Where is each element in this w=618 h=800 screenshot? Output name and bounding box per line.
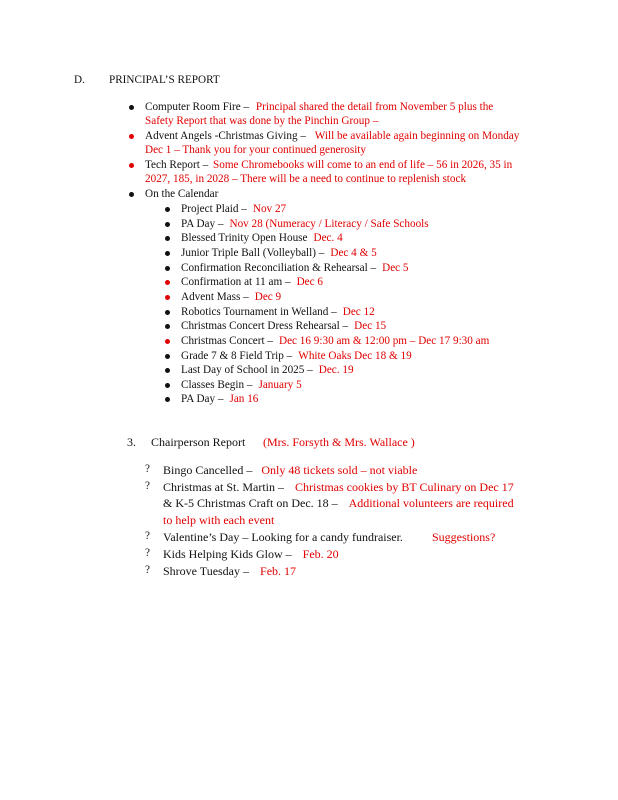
- calendar-item: [181, 246, 377, 260]
- item-value: Suggestions?: [431, 530, 496, 544]
- calendar-item: [181, 275, 323, 289]
- item-value: Only 48 tickets sold – not viable: [261, 463, 418, 477]
- calendar-item-label: Blessed Trinity Open House: [181, 232, 308, 245]
- calendar-item-label: PA Day –: [181, 393, 224, 406]
- bullet-icon: [165, 280, 170, 285]
- calendar-item-date: Dec 12: [342, 305, 375, 318]
- bullet-icon: [129, 163, 134, 168]
- calendar-item-date: Dec 6: [296, 276, 323, 289]
- item-label: Bingo Cancelled –: [163, 463, 253, 477]
- bullet-icon: [165, 354, 170, 359]
- calendar-item-label: Classes Begin –: [181, 378, 253, 391]
- bullet-icon: [165, 236, 170, 241]
- calendar-item-label: Junior Triple Ball (Volleyball) –: [181, 246, 325, 259]
- item-value: Feb. 17: [260, 564, 297, 578]
- calendar-item-label: Last Day of School in 2025 –: [181, 364, 313, 377]
- calendar-item: [181, 231, 343, 245]
- chair-item: [163, 547, 339, 561]
- calendar-item: [181, 202, 286, 216]
- item-label: Christmas at St. Martin –: [163, 480, 284, 494]
- bullet-icon: [165, 251, 170, 256]
- calendar-item-label: Project Plaid –: [181, 203, 247, 215]
- question-icon: ?: [145, 530, 150, 542]
- bullet-icon: [165, 295, 170, 300]
- bullet-icon: [165, 222, 170, 227]
- calendar-item-date: January 5: [258, 378, 302, 391]
- calendar-item: [181, 334, 489, 348]
- item-note-cont: 2027, 185, in 2028 – There will be a need to continue to replenish stock: [145, 173, 467, 185]
- calendar-item-date: White Oaks Dec 18 & 19: [298, 349, 412, 362]
- calendar-item: [181, 261, 409, 275]
- calendar-item-label: Grade 7 & 8 Field Trip –: [181, 349, 293, 362]
- report-item: [145, 129, 519, 143]
- item-label: & K-5 Christmas Craft on Dec. 18 –: [163, 496, 338, 510]
- calendar-item-date: Dec 16 9:30 am & 12:00 pm – Dec 17 9:30 am: [278, 334, 490, 347]
- bullet-icon: [129, 105, 134, 110]
- section-title: Chairperson Report: [151, 435, 246, 449]
- calendar-item-label: Confirmation at 11 am –: [181, 276, 291, 289]
- calendar-item-date: Nov 27: [252, 203, 287, 215]
- report-item: [145, 158, 512, 172]
- item-note-cont: Dec 1 – Thank you for your continued generosity: [145, 144, 367, 156]
- calendar-item-date: Nov 28 (Numeracy / Literacy / Safe Schools: [229, 217, 429, 230]
- item-value: Christmas cookies by BT Culinary on Dec 17: [295, 480, 514, 494]
- item-value: Additional volunteers are required: [348, 496, 514, 510]
- section-note: (Mrs. Forsyth & Mrs. Wallace ): [263, 435, 415, 449]
- question-icon: ?: [145, 547, 150, 559]
- question-icon: ?: [145, 463, 150, 475]
- bullet-icon: [165, 207, 170, 212]
- calendar-item-label: Advent Mass –: [181, 290, 249, 303]
- bullet-icon: [165, 266, 170, 271]
- bullet-icon: [165, 324, 170, 329]
- calendar-item-date: Dec 5: [382, 261, 409, 274]
- bullet-icon: [165, 383, 170, 388]
- item-label: Computer Room Fire –: [145, 101, 250, 113]
- bullet-icon: [165, 310, 170, 315]
- chair-item: [163, 463, 417, 477]
- calendar-item: [181, 349, 412, 363]
- calendar-item-label: PA Day –: [181, 217, 224, 230]
- question-icon: ?: [145, 480, 150, 492]
- calendar-item-label: Robotics Tournament in Welland –: [181, 305, 337, 318]
- calendar-item-date: Dec. 4: [313, 232, 343, 245]
- calendar-item-date: Jan 16: [229, 393, 259, 406]
- bullet-icon: [165, 368, 170, 373]
- item-note: Will be available again beginning on Monday: [314, 130, 520, 142]
- item-note: Principal shared the detail from November 5 plus the: [255, 101, 494, 113]
- item-label: Shrove Tuesday –: [163, 564, 250, 578]
- calendar-item-label: Christmas Concert Dress Rehearsal –: [181, 320, 349, 333]
- calendar-item: [181, 378, 302, 392]
- section-title: PRINCIPAL’S REPORT: [109, 74, 220, 86]
- calendar-item: [181, 305, 375, 319]
- section-number: 3.: [127, 435, 136, 449]
- calendar-item: [181, 363, 354, 377]
- calendar-item-date: Dec 9: [254, 290, 282, 303]
- calendar-item-date: Dec 15: [354, 320, 387, 333]
- calendar-item: [181, 319, 386, 333]
- bullet-icon: [129, 134, 134, 139]
- item-label: Valentine’s Day – Looking for a candy fundraiser.: [163, 530, 403, 544]
- calendar-item-date: Dec. 19: [318, 364, 354, 377]
- report-item: [145, 100, 493, 114]
- item-label: Advent Angels -Christmas Giving –: [145, 130, 306, 142]
- calendar-item: [181, 217, 429, 231]
- calendar-item-date: Dec 4 & 5: [330, 246, 377, 259]
- calendar-item: [181, 392, 258, 406]
- chair-item: [163, 564, 296, 578]
- item-note-cont: Safety Report that was done by the Pinchin Group –: [145, 115, 379, 127]
- bullet-icon: [129, 192, 134, 197]
- bullet-icon: [165, 397, 170, 402]
- item-value-cont: to help with each event: [163, 513, 275, 527]
- section-letter: D.: [74, 74, 85, 86]
- calendar-item: [181, 290, 281, 304]
- bullet-icon: [165, 339, 170, 344]
- question-icon: ?: [145, 564, 150, 576]
- chair-item: [163, 530, 495, 544]
- item-label: Tech Report –: [145, 159, 209, 171]
- calendar-item-label: Confirmation Reconciliation & Rehearsal –: [181, 261, 377, 274]
- item-label: Kids Helping Kids Glow –: [163, 547, 292, 561]
- item-note: Some Chromebooks will come to an end of life – 56 in 2026, 35 in: [213, 159, 513, 171]
- chair-item: [163, 480, 514, 494]
- chair-item-cont: [163, 496, 514, 510]
- item-label: On the Calendar: [145, 188, 219, 200]
- calendar-item-label: Christmas Concert –: [181, 334, 273, 347]
- item-value: Feb. 20: [302, 547, 339, 561]
